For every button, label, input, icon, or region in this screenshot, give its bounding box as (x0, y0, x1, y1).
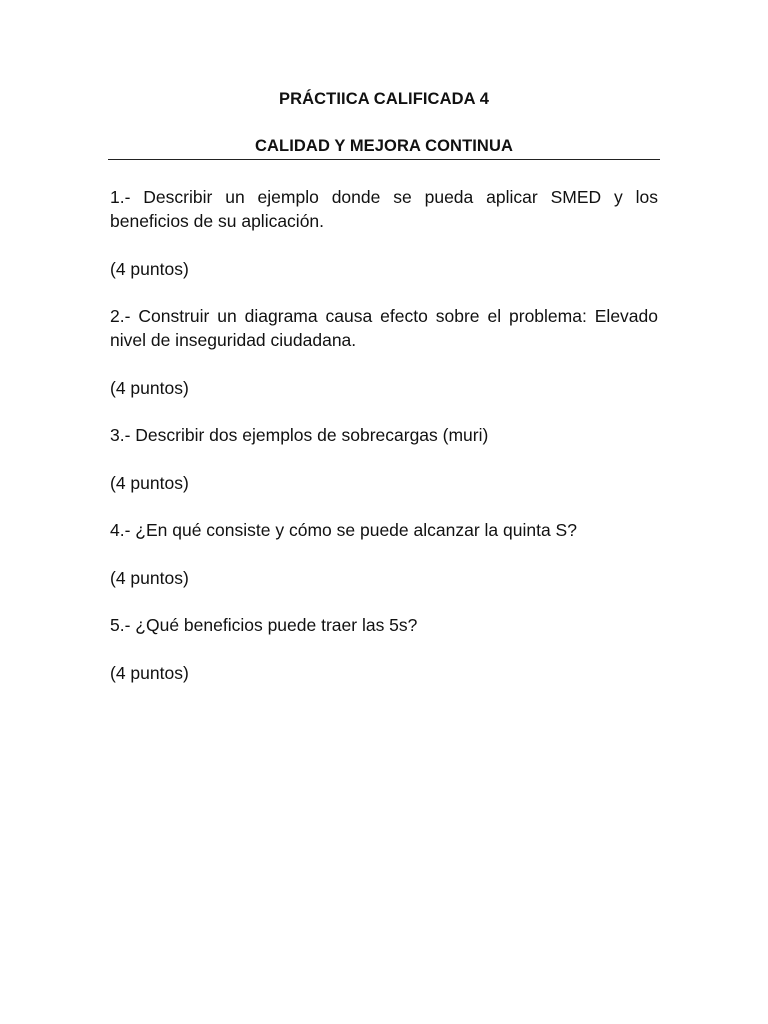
question-3-points: (4 puntos) (110, 473, 189, 493)
question-4-points: (4 puntos) (110, 568, 189, 588)
question-1: 1.- Describir un ejemplo donde se pueda aplicar SMED y los beneficios de su aplicación. (110, 187, 658, 231)
question-4: 4.- ¿En qué consiste y cómo se puede alcanzar la quinta S? (110, 520, 577, 540)
title-divider (108, 159, 660, 160)
question-2-points: (4 puntos) (110, 378, 189, 398)
question-3: 3.- Describir dos ejemplos de sobrecargas (muri) (110, 425, 489, 445)
question-5: 5.- ¿Qué beneficios puede traer las 5s? (110, 615, 418, 635)
question-2: 2.- Construir un diagrama causa efecto sobre el problema: Elevado nivel de inseguridad ciudadana. (110, 306, 658, 350)
document-subtitle: CALIDAD Y MEJORA CONTINUA (255, 137, 513, 155)
document-title: PRÁCTIICA CALIFICADA 4 (279, 90, 489, 108)
question-5-points: (4 puntos) (110, 663, 189, 683)
question-1-points: (4 puntos) (110, 259, 189, 279)
